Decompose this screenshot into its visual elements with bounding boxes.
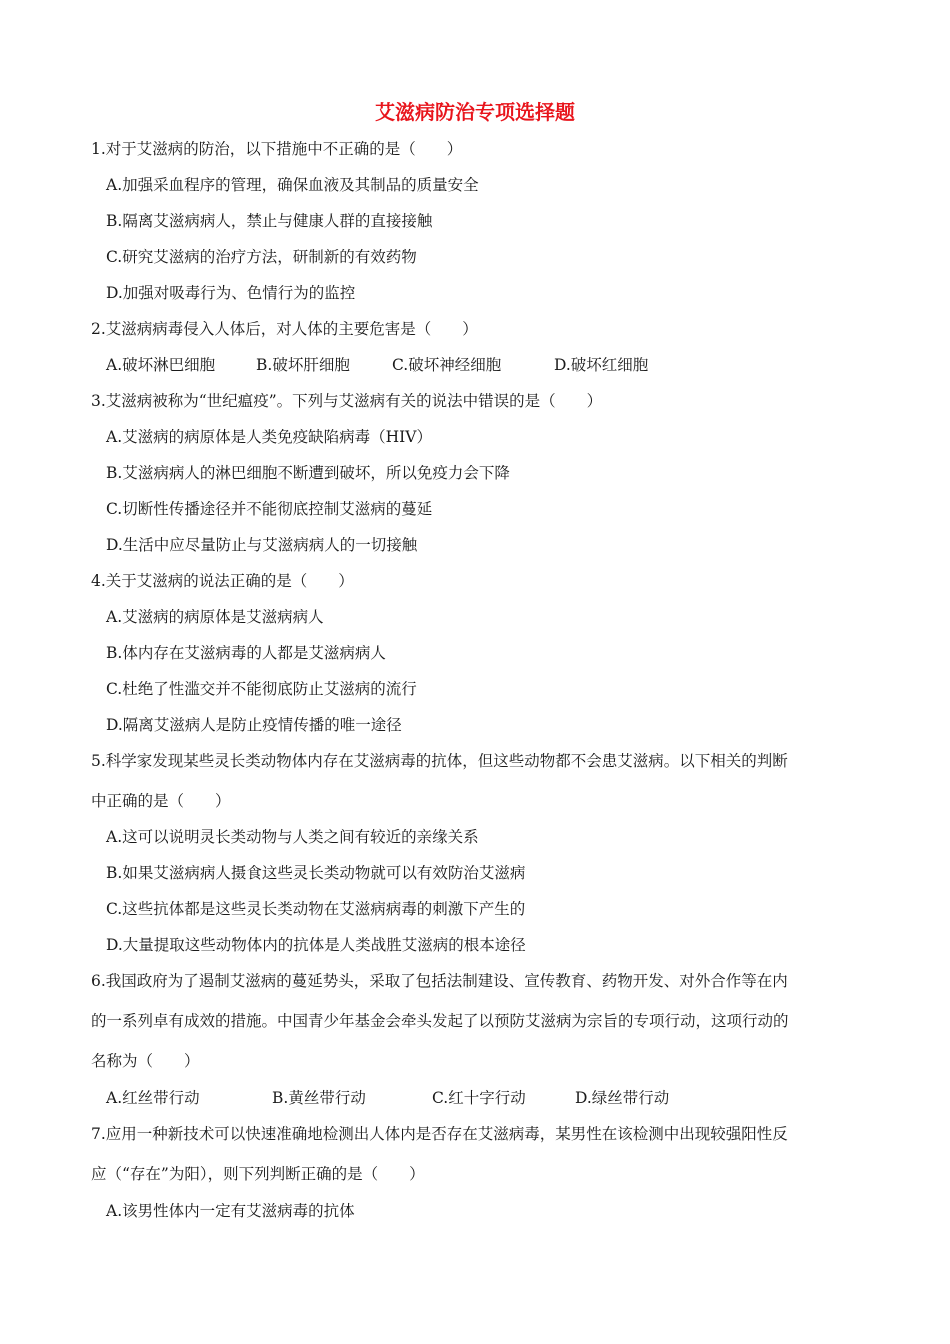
option-d: D.大量提取这些动物体内的抗体是人类战胜艾滋病的根本途径 [106, 936, 526, 954]
option-b: B.隔离艾滋病病人，禁止与健康人群的直接接触 [106, 212, 433, 230]
question-stem: 1.对于艾滋病的防治，以下措施中不正确的是（ ） [91, 140, 463, 158]
question-stem-line-1: 7.应用一种新技术可以快速准确地检测出人体内是否存在艾滋病毒，某男性在该检测中出现较强阳性反 [91, 1125, 788, 1143]
question-stem-line-2: 应（“存在”为阳），则下列判断正确的是（ ） [91, 1165, 425, 1183]
question-stem: 4.关于艾滋病的说法正确的是（ ） [91, 572, 354, 590]
option-b: B.黄丝带行动 [272, 1089, 366, 1107]
option-a: A.这可以说明灵长类动物与人类之间有较近的亲缘关系 [106, 828, 479, 846]
document-title: 艾滋病防治专项选择题 [375, 100, 575, 124]
question-stem-line-2: 中正确的是（ ） [91, 792, 231, 810]
option-c: C.这些抗体都是这些灵长类动物在艾滋病病毒的刺激下产生的 [106, 900, 526, 918]
option-a: A.加强采血程序的管理，确保血液及其制品的质量安全 [106, 176, 479, 194]
option-b: B.艾滋病病人的淋巴细胞不断遭到破坏，所以免疫力会下降 [106, 464, 510, 482]
option-b: B.破坏肝细胞 [256, 356, 350, 374]
option-c: C.杜绝了性滥交并不能彻底防止艾滋病的流行 [106, 680, 417, 698]
question-stem: 2.艾滋病病毒侵入人体后，对人体的主要危害是（ ） [91, 320, 478, 338]
option-c: C.红十字行动 [432, 1089, 526, 1107]
option-a: A.艾滋病的病原体是人类免疫缺陷病毒（HIV） [106, 428, 432, 446]
option-a: A.艾滋病的病原体是艾滋病病人 [106, 608, 324, 626]
question-stem-line-3: 名称为（ ） [91, 1052, 200, 1070]
option-c: C.切断性传播途径并不能彻底控制艾滋病的蔓延 [106, 500, 433, 518]
option-d: D.加强对吸毒行为、色情行为的监控 [106, 284, 356, 302]
option-a: A.红丝带行动 [106, 1089, 200, 1107]
option-c: C.破坏神经细胞 [392, 356, 502, 374]
option-a: A.破坏淋巴细胞 [106, 356, 216, 374]
option-b: B.体内存在艾滋病毒的人都是艾滋病病人 [106, 644, 386, 662]
question-stem-line-1: 5.科学家发现某些灵长类动物体内存在艾滋病毒的抗体，但这些动物都不会患艾滋病。以下相关的判断 [91, 752, 788, 770]
option-b: B.如果艾滋病病人摄食这些灵长类动物就可以有效防治艾滋病 [106, 864, 526, 882]
question-stem: 3.艾滋病被称为“世纪瘟疫”。下列与艾滋病有关的说法中错误的是（ ） [91, 392, 603, 410]
option-d: D.绿丝带行动 [575, 1089, 670, 1107]
option-d: D.破坏红细胞 [554, 356, 649, 374]
option-c: C.研究艾滋病的治疗方法，研制新的有效药物 [106, 248, 417, 266]
option-d: D.隔离艾滋病人是防止疫情传播的唯一途径 [106, 716, 402, 734]
question-stem-line-2: 的一系列卓有成效的措施。中国青少年基金会牵头发起了以预防艾滋病为宗旨的专项行动，这项行动的 [91, 1012, 789, 1030]
option-d: D.生活中应尽量防止与艾滋病病人的一切接触 [106, 536, 418, 554]
option-a: A.该男性体内一定有艾滋病毒的抗体 [106, 1202, 355, 1220]
question-stem-line-1: 6.我国政府为了遏制艾滋病的蔓延势头，采取了包括法制建设、宣传教育、药物开发、对外合作等在内 [91, 972, 788, 990]
